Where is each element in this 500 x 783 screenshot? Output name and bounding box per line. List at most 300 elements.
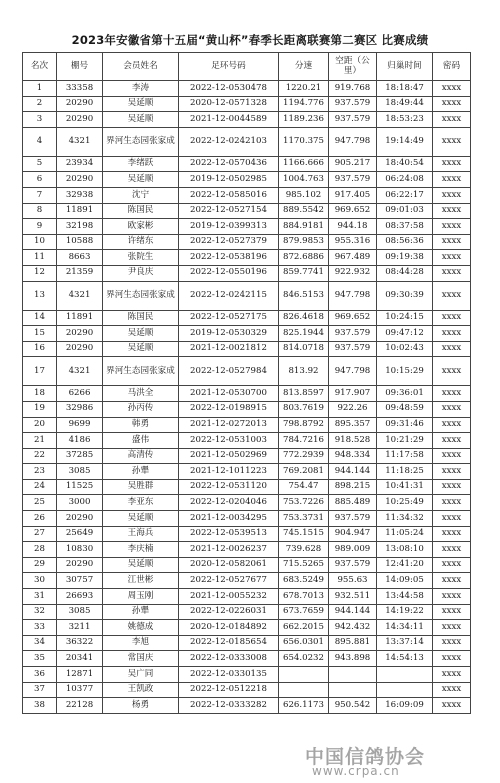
rank-cell: 28 <box>23 542 57 558</box>
code-cell: xxxx <box>433 326 471 342</box>
loft-id-cell: 11525 <box>57 479 103 495</box>
rank-cell: 21 <box>23 433 57 449</box>
watermark-logo-text: 中国信鸽协会 <box>305 746 426 768</box>
table-row <box>23 433 471 449</box>
table-row <box>23 172 471 188</box>
member-name-cell: 沈宁 <box>103 187 179 203</box>
speed-cell: 1166.666 <box>279 156 329 172</box>
ring-number-cell: 2022-12-0531003 <box>179 433 279 449</box>
code-cell: xxxx <box>433 81 471 97</box>
rank-cell: 35 <box>23 651 57 667</box>
member-name-cell: 高清传 <box>103 448 179 464</box>
loft-id-cell: 6266 <box>57 386 103 402</box>
rank-cell: 6 <box>23 172 57 188</box>
speed-cell: 813.8597 <box>279 386 329 402</box>
distance-cell: 969.652 <box>329 203 377 219</box>
arrival-time-cell: 11:17:58 <box>377 448 433 464</box>
table-row <box>23 81 471 97</box>
ring-number-cell: 2021-12-0021812 <box>179 341 279 357</box>
code-cell: xxxx <box>433 433 471 449</box>
loft-id-cell: 26693 <box>57 589 103 605</box>
speed-cell: 683.5249 <box>279 573 329 589</box>
ring-number-cell: 2022-12-0527154 <box>179 203 279 219</box>
ring-number-cell: 2022-12-0333282 <box>179 698 279 714</box>
speed-cell: 826.4618 <box>279 310 329 326</box>
distance-cell: 922.932 <box>329 265 377 281</box>
table-row <box>23 589 471 605</box>
rank-cell: 2 <box>23 96 57 112</box>
speed-cell: 879.9853 <box>279 234 329 250</box>
ring-number-cell: 2019-12-0399313 <box>179 219 279 235</box>
arrival-time-cell: 18:40:54 <box>377 156 433 172</box>
member-name-cell: 李旭 <box>103 635 179 651</box>
table-row <box>23 682 471 698</box>
rank-cell: 5 <box>23 156 57 172</box>
ring-number-cell: 2022-12-0527677 <box>179 573 279 589</box>
member-name-cell: 韩勇 <box>103 417 179 433</box>
ring-number-cell: 2022-12-0242103 <box>179 127 279 156</box>
distance-cell: 904.947 <box>329 526 377 542</box>
code-cell: xxxx <box>433 401 471 417</box>
distance-cell: 937.579 <box>329 557 377 573</box>
rank-cell: 22 <box>23 448 57 464</box>
arrival-time-cell: 06:22:17 <box>377 187 433 203</box>
arrival-time-cell: 08:44:28 <box>377 265 433 281</box>
distance-cell: 937.579 <box>329 326 377 342</box>
ring-number-cell: 2020-12-0582061 <box>179 557 279 573</box>
arrival-time-cell: 06:24:08 <box>377 172 433 188</box>
col-header-distance: 空距（公里） <box>329 53 377 81</box>
rank-cell: 34 <box>23 635 57 651</box>
loft-id-cell: 30757 <box>57 573 103 589</box>
member-name-cell: 吴延顺 <box>103 326 179 342</box>
rank-cell: 24 <box>23 479 57 495</box>
member-name-cell: 李庆楠 <box>103 542 179 558</box>
speed-cell: 673.7659 <box>279 604 329 620</box>
distance-cell: 944.18 <box>329 219 377 235</box>
code-cell: xxxx <box>433 219 471 235</box>
rank-cell: 9 <box>23 219 57 235</box>
member-name-cell: 欧家彬 <box>103 219 179 235</box>
table-row <box>23 156 471 172</box>
distance-cell: 937.579 <box>329 96 377 112</box>
member-name-cell: 陈国民 <box>103 203 179 219</box>
loft-id-cell: 20341 <box>57 651 103 667</box>
ring-number-cell: 2021-12-0034295 <box>179 511 279 527</box>
col-header-member-name: 会员姓名 <box>103 53 179 81</box>
loft-id-cell: 4321 <box>57 281 103 310</box>
speed-cell: 626.1173 <box>279 698 329 714</box>
loft-id-cell: 32986 <box>57 401 103 417</box>
speed-cell: 1220.21 <box>279 81 329 97</box>
loft-id-cell: 20290 <box>57 341 103 357</box>
arrival-time-cell: 14:54:13 <box>377 651 433 667</box>
col-header-speed: 分速 <box>279 53 329 81</box>
code-cell: xxxx <box>433 203 471 219</box>
table-row <box>23 112 471 128</box>
arrival-time-cell: 14:09:05 <box>377 573 433 589</box>
table-row <box>23 667 471 683</box>
member-name-cell: 江世彬 <box>103 573 179 589</box>
loft-id-cell: 33358 <box>57 81 103 97</box>
table-row <box>23 448 471 464</box>
distance-cell: 969.652 <box>329 310 377 326</box>
col-header-ring-number: 足环号码 <box>179 53 279 81</box>
distance-cell: 989.009 <box>329 542 377 558</box>
table-row <box>23 187 471 203</box>
rank-cell: 15 <box>23 326 57 342</box>
arrival-time-cell: 09:19:38 <box>377 250 433 266</box>
ring-number-cell: 2022-12-0226031 <box>179 604 279 620</box>
arrival-time-cell: 10:24:15 <box>377 310 433 326</box>
arrival-time-cell: 09:01:03 <box>377 203 433 219</box>
ring-number-cell: 2022-12-0539513 <box>179 526 279 542</box>
loft-id-cell: 3000 <box>57 495 103 511</box>
member-name-cell: 马洪全 <box>103 386 179 402</box>
rank-cell: 8 <box>23 203 57 219</box>
code-cell: xxxx <box>433 127 471 156</box>
loft-id-cell: 4186 <box>57 433 103 449</box>
loft-id-cell: 22128 <box>57 698 103 714</box>
arrival-time-cell: 18:49:44 <box>377 96 433 112</box>
arrival-time-cell: 10:25:49 <box>377 495 433 511</box>
loft-id-cell: 20290 <box>57 112 103 128</box>
distance-cell: 944.144 <box>329 604 377 620</box>
distance-cell: 917.907 <box>329 386 377 402</box>
col-header-code: 密码 <box>433 53 471 81</box>
arrival-time-cell: 09:31:46 <box>377 417 433 433</box>
speed-cell: 769.2081 <box>279 464 329 480</box>
distance-cell: 947.798 <box>329 281 377 310</box>
arrival-time-cell <box>377 682 433 698</box>
member-name-cell: 周玉刚 <box>103 589 179 605</box>
rank-cell: 20 <box>23 417 57 433</box>
member-name-cell: 吴胜群 <box>103 479 179 495</box>
loft-id-cell: 10377 <box>57 682 103 698</box>
ring-number-cell: 2021-12-0530700 <box>179 386 279 402</box>
loft-id-cell: 32938 <box>57 187 103 203</box>
arrival-time-cell: 10:41:31 <box>377 479 433 495</box>
speed-cell <box>279 682 329 698</box>
rank-cell: 12 <box>23 265 57 281</box>
loft-id-cell: 4321 <box>57 127 103 156</box>
table-row <box>23 357 471 386</box>
loft-id-cell: 20290 <box>57 96 103 112</box>
code-cell: xxxx <box>433 187 471 203</box>
ring-number-cell: 2022-12-0570436 <box>179 156 279 172</box>
code-cell: xxxx <box>433 310 471 326</box>
ring-number-cell: 2021-12-1011223 <box>179 464 279 480</box>
loft-id-cell: 20290 <box>57 511 103 527</box>
speed-cell: 772.2939 <box>279 448 329 464</box>
rank-cell: 30 <box>23 573 57 589</box>
arrival-time-cell: 19:14:49 <box>377 127 433 156</box>
table-row <box>23 219 471 235</box>
code-cell: xxxx <box>433 265 471 281</box>
code-cell: xxxx <box>433 96 471 112</box>
arrival-time-cell: 13:37:14 <box>377 635 433 651</box>
code-cell: xxxx <box>433 682 471 698</box>
loft-id-cell: 20290 <box>57 326 103 342</box>
arrival-time-cell: 10:15:29 <box>377 357 433 386</box>
speed-cell: 985.102 <box>279 187 329 203</box>
loft-id-cell: 23934 <box>57 156 103 172</box>
speed-cell: 884.9181 <box>279 219 329 235</box>
loft-id-cell: 4321 <box>57 357 103 386</box>
member-name-cell: 王海兵 <box>103 526 179 542</box>
table-row <box>23 526 471 542</box>
member-name-cell: 孙丙传 <box>103 401 179 417</box>
arrival-time-cell: 09:30:39 <box>377 281 433 310</box>
speed-cell: 754.47 <box>279 479 329 495</box>
speed-cell: 715.5265 <box>279 557 329 573</box>
ring-number-cell: 2021-12-0272013 <box>179 417 279 433</box>
ring-number-cell: 2022-12-0530478 <box>179 81 279 97</box>
table-row <box>23 495 471 511</box>
rank-cell: 33 <box>23 620 57 636</box>
member-name-cell: 盛伟 <box>103 433 179 449</box>
member-name-cell: 许绪东 <box>103 234 179 250</box>
speed-cell: 739.628 <box>279 542 329 558</box>
member-name-cell: 吴延顺 <box>103 172 179 188</box>
arrival-time-cell: 09:47:12 <box>377 326 433 342</box>
distance-cell: 943.898 <box>329 651 377 667</box>
table-row <box>23 604 471 620</box>
speed-cell: 656.0301 <box>279 635 329 651</box>
distance-cell: 947.798 <box>329 357 377 386</box>
speed-cell: 654.0232 <box>279 651 329 667</box>
code-cell: xxxx <box>433 479 471 495</box>
ring-number-cell: 2020-12-0184892 <box>179 620 279 636</box>
code-cell: xxxx <box>433 464 471 480</box>
table-row <box>23 557 471 573</box>
loft-id-cell: 11891 <box>57 203 103 219</box>
code-cell: xxxx <box>433 667 471 683</box>
rank-cell: 19 <box>23 401 57 417</box>
rank-cell: 32 <box>23 604 57 620</box>
speed-cell: 813.92 <box>279 357 329 386</box>
table-row <box>23 401 471 417</box>
speed-cell: 1170.375 <box>279 127 329 156</box>
results-body <box>23 81 471 714</box>
arrival-time-cell: 13:44:58 <box>377 589 433 605</box>
member-name-cell: 常国庆 <box>103 651 179 667</box>
speed-cell: 859.7741 <box>279 265 329 281</box>
member-name-cell: 吴广同 <box>103 667 179 683</box>
col-header-rank: 名次 <box>23 53 57 81</box>
loft-id-cell: 25649 <box>57 526 103 542</box>
code-cell: xxxx <box>433 495 471 511</box>
arrival-time-cell: 10:21:29 <box>377 433 433 449</box>
distance-cell: 937.579 <box>329 341 377 357</box>
table-row <box>23 341 471 357</box>
arrival-time-cell: 09:36:01 <box>377 386 433 402</box>
loft-id-cell: 36322 <box>57 635 103 651</box>
rank-cell: 31 <box>23 589 57 605</box>
ring-number-cell: 2021-12-0026237 <box>179 542 279 558</box>
code-cell: xxxx <box>433 448 471 464</box>
arrival-time-cell: 12:41:20 <box>377 557 433 573</box>
table-row <box>23 542 471 558</box>
ring-number-cell: 2022-12-0512218 <box>179 682 279 698</box>
code-cell: xxxx <box>433 526 471 542</box>
code-cell: xxxx <box>433 417 471 433</box>
table-row <box>23 635 471 651</box>
rank-cell: 23 <box>23 464 57 480</box>
rank-cell: 10 <box>23 234 57 250</box>
distance-cell <box>329 667 377 683</box>
speed-cell: 889.5542 <box>279 203 329 219</box>
table-row <box>23 96 471 112</box>
member-name-cell: 界河生态园张家成 <box>103 127 179 156</box>
ring-number-cell: 2022-12-0527175 <box>179 310 279 326</box>
member-name-cell: 李涛 <box>103 81 179 97</box>
code-cell: xxxx <box>433 156 471 172</box>
rank-cell: 4 <box>23 127 57 156</box>
rank-cell: 3 <box>23 112 57 128</box>
ring-number-cell: 2021-12-0502969 <box>179 448 279 464</box>
distance-cell: 922.26 <box>329 401 377 417</box>
table-row <box>23 386 471 402</box>
speed-cell: 825.1944 <box>279 326 329 342</box>
ring-number-cell: 2022-12-0185654 <box>179 635 279 651</box>
arrival-time-cell: 16:09:09 <box>377 698 433 714</box>
ring-number-cell: 2020-12-0571328 <box>179 96 279 112</box>
rank-cell: 36 <box>23 667 57 683</box>
code-cell: xxxx <box>433 112 471 128</box>
ring-number-cell: 2019-12-0502985 <box>179 172 279 188</box>
code-cell: xxxx <box>433 511 471 527</box>
table-row <box>23 265 471 281</box>
watermark-url: www.crpa.cn <box>312 764 400 778</box>
rank-cell: 29 <box>23 557 57 573</box>
table-row <box>23 573 471 589</box>
distance-cell: 947.798 <box>329 127 377 156</box>
speed-cell: 753.7226 <box>279 495 329 511</box>
loft-id-cell: 21359 <box>57 265 103 281</box>
speed-cell: 1004.763 <box>279 172 329 188</box>
speed-cell: 846.5153 <box>279 281 329 310</box>
rank-cell: 1 <box>23 81 57 97</box>
member-name-cell: 吴延顺 <box>103 511 179 527</box>
rank-cell: 11 <box>23 250 57 266</box>
table-row <box>23 479 471 495</box>
speed-cell: 872.6886 <box>279 250 329 266</box>
code-cell: xxxx <box>433 357 471 386</box>
distance-cell: 895.357 <box>329 417 377 433</box>
member-name-cell: 吴延顺 <box>103 557 179 573</box>
loft-id-cell: 11891 <box>57 310 103 326</box>
ring-number-cell: 2022-12-0550196 <box>179 265 279 281</box>
col-header-arrival-time: 归巢时间 <box>377 53 433 81</box>
loft-id-cell: 3085 <box>57 604 103 620</box>
rank-cell: 17 <box>23 357 57 386</box>
ring-number-cell: 2021-12-0044589 <box>179 112 279 128</box>
speed-cell: 803.7619 <box>279 401 329 417</box>
arrival-time-cell: 10:02:43 <box>377 341 433 357</box>
code-cell: xxxx <box>433 341 471 357</box>
member-name-cell: 李绪跃 <box>103 156 179 172</box>
rank-cell: 26 <box>23 511 57 527</box>
loft-id-cell: 12871 <box>57 667 103 683</box>
code-cell: xxxx <box>433 234 471 250</box>
ring-number-cell: 2022-12-0527379 <box>179 234 279 250</box>
ring-number-cell: 2019-12-0530329 <box>179 326 279 342</box>
member-name-cell: 孙犟 <box>103 464 179 480</box>
distance-cell: 919.768 <box>329 81 377 97</box>
rank-cell: 13 <box>23 281 57 310</box>
table-row <box>23 281 471 310</box>
arrival-time-cell: 11:18:25 <box>377 464 433 480</box>
rank-cell: 14 <box>23 310 57 326</box>
distance-cell: 898.215 <box>329 479 377 495</box>
member-name-cell: 界河生态园张家成 <box>103 357 179 386</box>
rank-cell: 18 <box>23 386 57 402</box>
rank-cell: 25 <box>23 495 57 511</box>
distance-cell: 917.405 <box>329 187 377 203</box>
loft-id-cell: 20290 <box>57 172 103 188</box>
arrival-time-cell: 11:34:32 <box>377 511 433 527</box>
rank-cell: 27 <box>23 526 57 542</box>
member-name-cell: 杨勇 <box>103 698 179 714</box>
code-cell: xxxx <box>433 542 471 558</box>
table-row <box>23 127 471 156</box>
ring-number-cell: 2022-12-0538196 <box>179 250 279 266</box>
code-cell: xxxx <box>433 604 471 620</box>
ring-number-cell: 2022-12-0585016 <box>179 187 279 203</box>
distance-cell: 967.489 <box>329 250 377 266</box>
arrival-time-cell: 11:05:24 <box>377 526 433 542</box>
code-cell: xxxx <box>433 651 471 667</box>
distance-cell: 942.432 <box>329 620 377 636</box>
table-row <box>23 326 471 342</box>
code-cell: xxxx <box>433 698 471 714</box>
distance-cell: 895.881 <box>329 635 377 651</box>
rank-cell: 7 <box>23 187 57 203</box>
code-cell: xxxx <box>433 635 471 651</box>
ring-number-cell: 2022-12-0242115 <box>179 281 279 310</box>
distance-cell: 955.63 <box>329 573 377 589</box>
arrival-time-cell: 08:37:58 <box>377 219 433 235</box>
table-row <box>23 651 471 667</box>
loft-id-cell: 32198 <box>57 219 103 235</box>
loft-id-cell: 10588 <box>57 234 103 250</box>
ring-number-cell: 2022-12-0333008 <box>179 651 279 667</box>
rank-cell: 38 <box>23 698 57 714</box>
rank-cell: 16 <box>23 341 57 357</box>
distance-cell: 918.528 <box>329 433 377 449</box>
results-title: 2023年安徽省第十五届“黄山杯”春季长距离联赛第二赛区 比赛成绩 <box>71 33 429 47</box>
member-name-cell: 孙犟 <box>103 604 179 620</box>
arrival-time-cell: 08:56:36 <box>377 234 433 250</box>
arrival-time-cell: 18:53:23 <box>377 112 433 128</box>
speed-cell: 753.3731 <box>279 511 329 527</box>
loft-id-cell: 37285 <box>57 448 103 464</box>
ring-number-cell: 2022-12-0204046 <box>179 495 279 511</box>
member-name-cell: 姚德成 <box>103 620 179 636</box>
table-row <box>23 464 471 480</box>
member-name-cell: 界河生态园张家成 <box>103 281 179 310</box>
speed-cell <box>279 667 329 683</box>
loft-id-cell: 10830 <box>57 542 103 558</box>
code-cell: xxxx <box>433 172 471 188</box>
speed-cell: 814.0718 <box>279 341 329 357</box>
distance-cell: 885.489 <box>329 495 377 511</box>
distance-cell: 905.217 <box>329 156 377 172</box>
speed-cell: 678.7013 <box>279 589 329 605</box>
code-cell: xxxx <box>433 620 471 636</box>
ring-number-cell: 2022-12-0527984 <box>179 357 279 386</box>
